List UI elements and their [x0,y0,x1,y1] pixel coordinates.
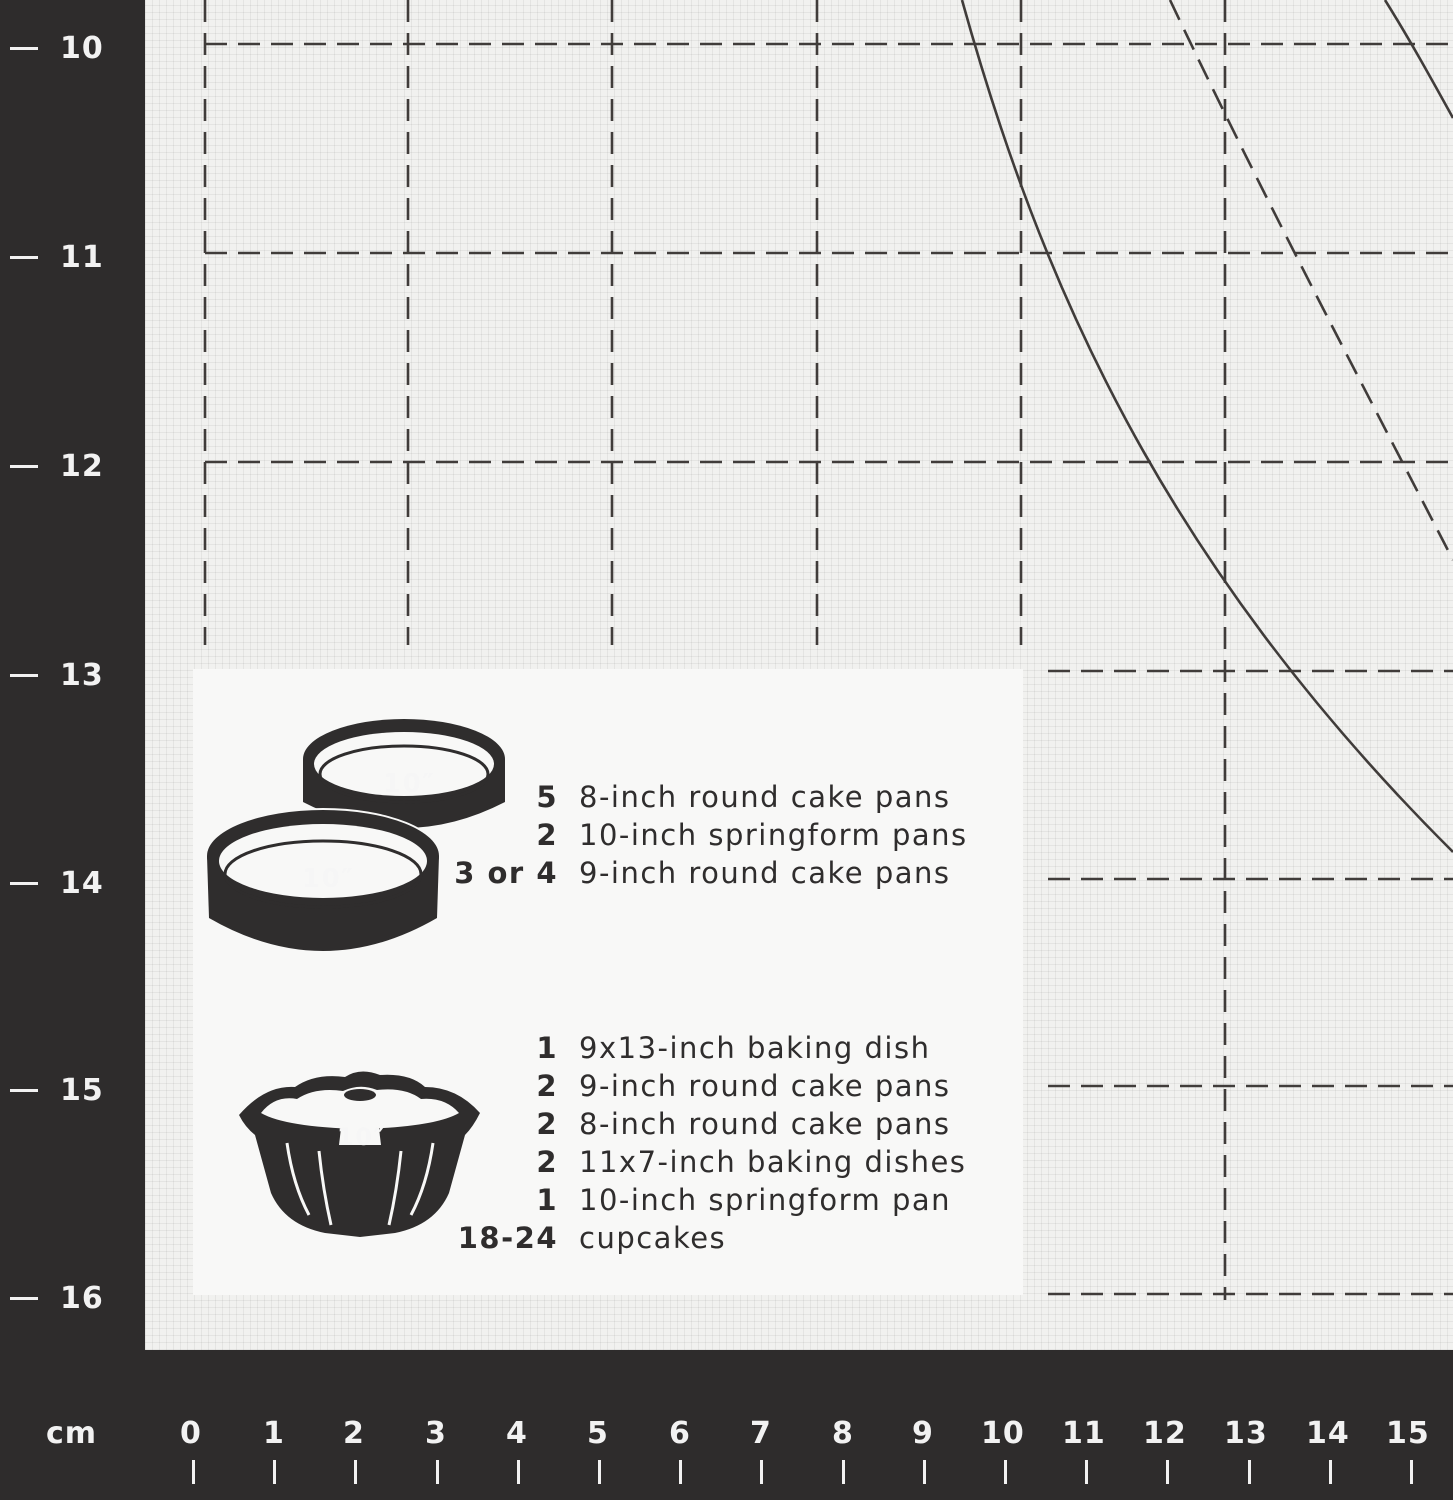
pan-qty: 2 [536,818,558,852]
pan-desc: 9-inch round cake pans [579,856,951,890]
ruler-tick [1248,1460,1251,1484]
pan-desc: cupcakes [579,1221,727,1255]
ruler-bottom-label: 0 [180,1416,202,1451]
ruler-bottom-label: 12 [1143,1416,1187,1451]
circle-guide-solid [1385,0,1453,118]
ruler-bottom-label: 3 [425,1416,447,1451]
ruler-tick [598,1460,601,1484]
pan-list-item [193,1145,1023,1180]
ruler-tick [1166,1460,1169,1484]
ruler-side-label: 12 [60,449,104,484]
pan-list-item [193,856,1023,894]
ruler-side-label: 11 [60,240,104,275]
ruler-side-label: 13 [60,658,104,693]
pan-list-item [193,1107,1023,1142]
ruler-tick [1329,1460,1332,1484]
pan-qty: 1 [536,1031,558,1065]
ruler-bottom-label: 11 [1062,1416,1106,1451]
pan-list-item [193,780,1023,815]
pan-desc: 8-inch round cake pans [579,1107,951,1141]
ruler-bottom-label: 6 [669,1416,691,1451]
pan-desc: 10-inch springform pan [579,1183,952,1217]
ruler-bottom-label: 5 [587,1416,609,1451]
ruler-bottom-label: 1 [263,1416,285,1451]
ruler-tick [354,1460,357,1484]
ruler-tick [436,1460,439,1484]
pan-desc: 8-inch round cake pans [579,780,951,814]
pan-desc: 10-inch springform pans [579,818,968,852]
ruler-bottom-label: 8 [832,1416,854,1451]
pan-qty: 18-24 [457,1221,558,1255]
pan-list-item [193,1221,1023,1256]
ruler-tick [10,465,38,468]
ruler-bottom-label: 9 [912,1416,934,1451]
ruler-side-label: 10 [60,31,104,66]
pan-qty: 2 [536,1069,558,1103]
pan-list-item [193,818,1023,853]
pan-qty: 2 [536,1107,558,1141]
ruler-tick [760,1460,763,1484]
ruler-tick [273,1460,276,1484]
ruler-bottom-label: 2 [343,1416,365,1451]
ruler-side-label: 16 [60,1281,104,1316]
ruler-tick [679,1460,682,1484]
bundt-pan-label: 10″ [337,1123,386,1151]
ruler-side-label: 14 [60,866,104,901]
pan-desc: 9x13-inch baking dish [579,1031,931,1065]
ruler-tick [10,1089,38,1092]
pan-qty: 2 [536,1145,558,1179]
ruler-tick [10,1297,38,1300]
ruler-tick [10,256,38,259]
ruler-tick [923,1460,926,1484]
pan-front-label: 10″ [302,864,355,894]
pan-qty: 5 [536,780,558,814]
pan-list-item [193,1069,1023,1104]
pan-equivalents-panel [193,669,1023,1295]
ruler-side-label: 15 [60,1073,104,1108]
ruler-bottom-label: 4 [506,1416,528,1451]
pan-back-label: 10″ [383,769,436,799]
pan-desc: 9-inch round cake pans [579,1069,951,1103]
pan-list-item [193,1031,1023,1066]
ruler-tick [1004,1460,1007,1484]
ruler-bottom-label: 10 [981,1416,1025,1451]
ruler-bottom-label: 7 [750,1416,772,1451]
pan-qty: 1 [536,1183,558,1217]
ruler-tick [10,674,38,677]
ruler-tick [1085,1460,1088,1484]
ruler-tick [10,47,38,50]
circle-guide-dashed [1170,0,1453,560]
ruler-bottom-label: 14 [1306,1416,1350,1451]
pan-desc: 11x7-inch baking dishes [579,1145,967,1179]
ruler-tick [517,1460,520,1484]
ruler-tick [192,1460,195,1484]
pan-qty: 3 or 4 [454,856,558,890]
ruler-tick [842,1460,845,1484]
ruler-bottom-label: 15 [1386,1416,1430,1451]
ruler-tick [1410,1460,1413,1484]
pan-list-item [193,1183,1023,1218]
ruler-tick [10,882,38,885]
ruler-bottom-label: 13 [1224,1416,1268,1451]
circle-guide-solid [962,0,1453,852]
ruler-unit-label: cm [46,1416,98,1451]
